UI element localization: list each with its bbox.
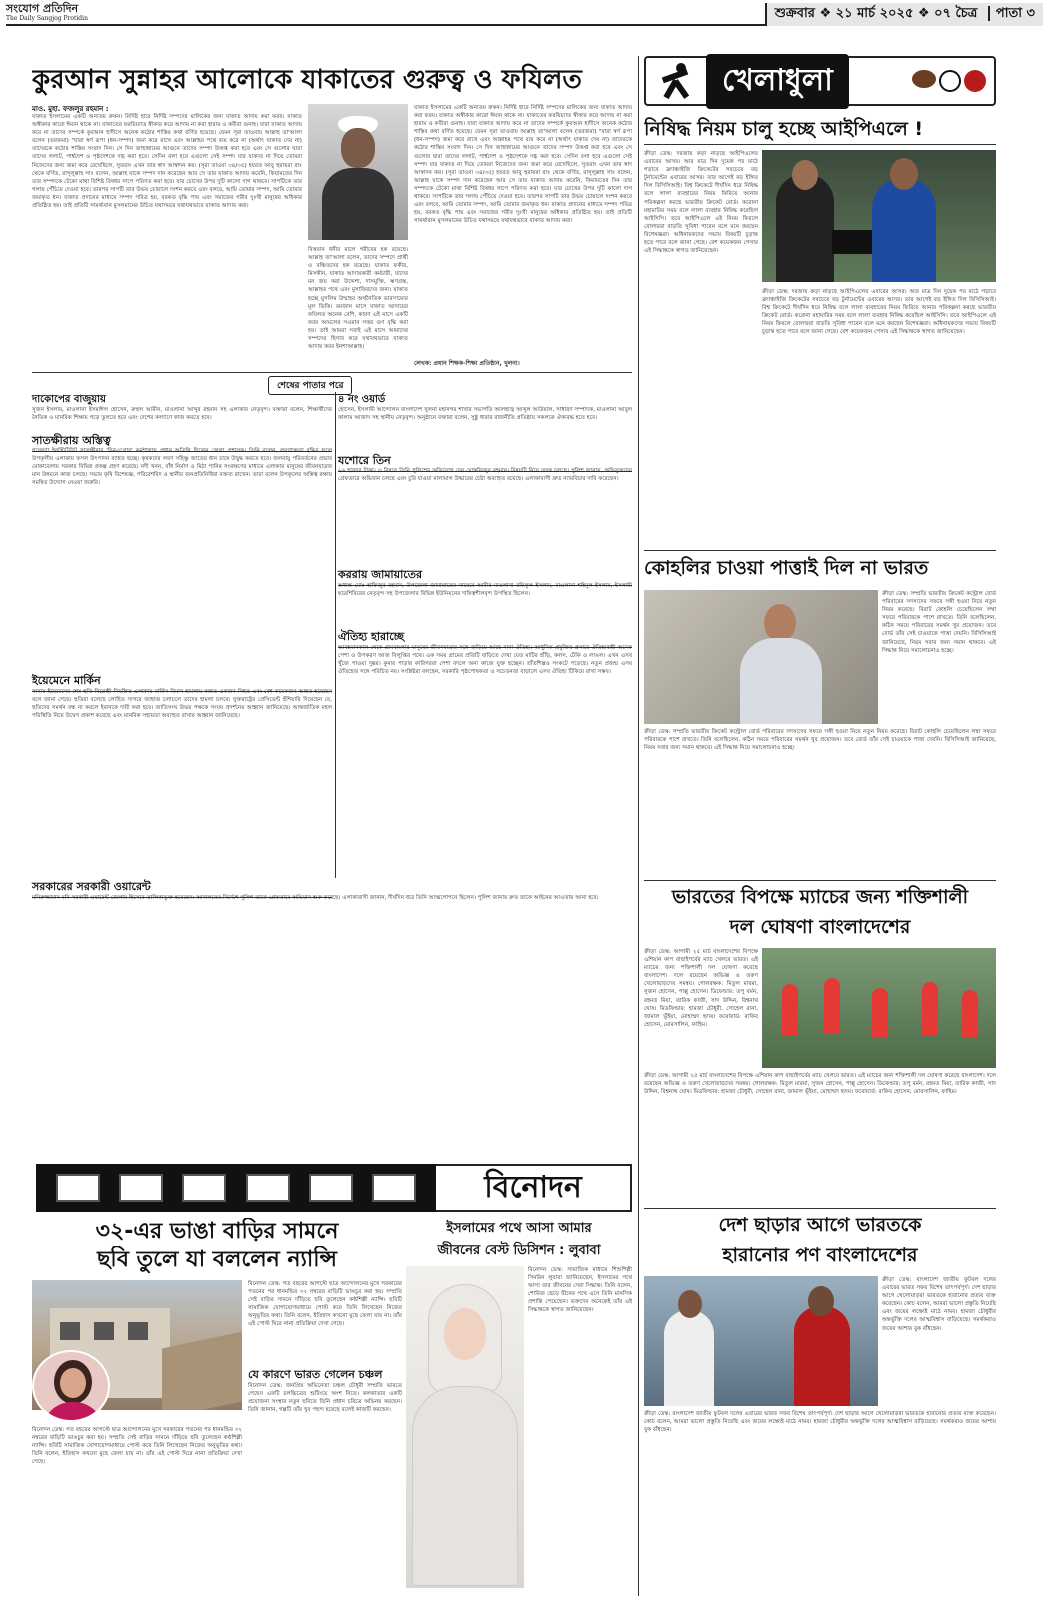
film-frame <box>246 1174 290 1202</box>
lubaba-headline-line2: জীবনের বেস্ট ডিসিশন : লুবাবা <box>437 1243 601 1258</box>
bd-squad-body-left: ক্রীড়া ডেস্ক: আগামী ২৫ মার্চ বাংলাদেশের বিপক্ষে এশিয়ান কাপ বাছাইপর্বের ম্যাচ খেলবে ভারত। এই ম্যাচের জন্য শক্তিশালী দল ঘোষণা করেছে বাংলাদেশ। দলে রয়েছেন অভিজ্ঞ ও তরুণ খেলোয়াড়দের সমন্বয়। গোলরক্ষক: মিতুল মারমা, সুজন হোসেন, পাপ্পু হোসেন। ডিফেন্ডার: তপু বর্মন, রহমত মিয়া, তারিক কাজী, সাদ উদ্দিন, বিশ্বনাথ ঘোষ। মিডফিল্ডার: হামজা চৌধুরী, সোহেল রানা, জামাল ভূঁইয়া, মোহাম্মদ হৃদয়। ফরোয়ার্ড: রাকিব হোসেন, মোরসালিন, ফাহিম। <box>644 949 758 1028</box>
masthead <box>6 4 1043 26</box>
divider <box>644 550 996 551</box>
karraya-heading: কররায় জামায়াতের <box>338 566 632 586</box>
nancy-headline-line2: ছবি তুলে যা বললেন ন্যান্সি <box>97 1247 337 1272</box>
lubaba-headline-line1: ইসলামের পথে আসা আমার <box>446 1221 592 1236</box>
entertainment-banner-text: বিনোদন <box>484 1169 582 1205</box>
satkhira-heading: সাতক্ষীরায় অস্তিত্ব <box>32 432 332 452</box>
ipl-match-photo <box>762 150 996 282</box>
heritage-body: আবহমানকাল থেকে গ্রামবাংলার মানুষের জীবনযাত্রার সঙ্গে জড়িয়ে আছে নানা ঐতিহ্য। আধুনিক প্রযুক্তির প্রসারে ঐতিহ্যবাহী অনেক পেশা ও উপকরণ আজ বিলুপ্তির পথে। এক সময় গ্রামের প্রতিটি বাড়িতে দেখা যেত মাটির হাঁড়ি, কলস, ঢেঁকি ও লাঙল। এখন এসব খুঁজে পাওয়া দুষ্কর। কুমার পাড়ার কারিগররা পেশা বদলে অন্য কাজে যুক্ত হচ্ছেন। তাঁতশিল্পও সংকটে পড়েছে। নতুন প্রজন্ম এসব ঐতিহ্যের সঙ্গে পরিচিত নয়। সংশ্লিষ্টরা বলছেন, সরকারি পৃষ্ঠপোষকতা ও সচেতনতা বাড়ালে এসব ঐতিহ্য টিকিয়ে রাখা সম্ভব। <box>338 645 632 676</box>
jump-label: শেষের পাতার পরে <box>268 376 352 395</box>
column-divider <box>335 392 336 878</box>
ward4-heading: ৪ নং ওয়ার্ড <box>338 394 386 405</box>
nancy-headline-line1: ৩২-এর ভাঙা বাড়ির সামনে <box>95 1219 339 1244</box>
kohli-photo <box>644 590 878 724</box>
jessore-body: ৯৬ হাজার টাকা। এ বিষয়ে তিনি পুলিশের অভিযোগ দেন মোস্তফিজুর রহমান। বিষয়টি নিয়ে তদন্ত চলছে। পুলিশ জানায়, অভিযুক্তদের গ্রেফতারে অভিযান চলছে এবং চুরি যাওয়া মালামাল উদ্ধারের চেষ্টা অব্যাহত রয়েছে। এলাকাবাসী দ্রুত ন্যায়বিচার দাবি করেছেন। <box>338 468 632 483</box>
bd-squad-headline-line1: ভারতের বিপক্ষে ম্যাচের জন্য শক্তিশালী <box>671 886 969 908</box>
ward4-body: হোসেন, ইসলামী আন্দোলন বাংলাদেশ খুলনা মহানগর শাখার সভাপতি আলহাজ্ব আব্দুল আউয়াল, সাধারণ সম্পাদক, মাওলানা আবুল কালাম আজাদ সহ স্থানীয় নেতৃবৃন্দ। অনুষ্ঠানে বক্তারা বলেন, সুষ্ঠু ধারার রাজনীতি প্রতিষ্ঠায় সকলকে ঐক্যবদ্ধ হতে হবে। <box>338 407 632 422</box>
bd-squad-body-bottom: ক্রীড়া ডেস্ক: আগামী ২৫ মার্চ বাংলাদেশের বিপক্ষে এশিয়ান কাপ বাছাইপর্বের ম্যাচ খেলবে ভারত। এই ম্যাচের জন্য শক্তিশালী দল ঘোষণা করেছে বাংলাদেশ। দলে রয়েছেন অভিজ্ঞ ও তরুণ খেলোয়াড়দের সমন্বয়। গোলরক্ষক: মিতুল মারমা, সুজন হোসেন, পাপ্পু হোসেন। ডিফেন্ডার: তপু বর্মন, রহমত মিয়া, তারিক কাজী, সাদ উদ্দিন, বিশ্বনাথ ঘোষ। মিডফিল্ডার: হামজা চৌধুরী, সোহেল রানা, জামাল ভূঁইয়া, মোহাম্মদ হৃদয়। ফরোয়ার্ড: রাকিব হোসেন, মোরসালিন, ফাহিম। <box>644 1073 996 1096</box>
paper-name-en: The Daily Sangjog Protidin <box>6 15 88 22</box>
kohli-body-right: ক্রীড়া ডেস্ক: সম্প্রতি ভারতীয় ক্রিকেট কন্ট্রোল বোর্ড পরিবারের সদস্যদের সফরে সঙ্গী হওয়া নিয়ে নতুন নিয়ম করেছে। বিরাট কোহলি চেয়েছিলেন লম্বা সফরে পরিবারকে পাশে রাখতে। তিনি বলেছিলেন, কঠিন সময়ে পরিবারের সমর্থন খুব প্রয়োজন। তবে বোর্ড তাঁর সেই চাওয়াকে পাত্তা দেয়নি। বিসিসিআই জানিয়েছে, নিয়ম সবার জন্য সমান থাকবে। এই সিদ্ধান্ত নিয়ে সমালোচনাও হচ্ছে। <box>882 591 996 654</box>
lubaba-photo <box>406 1266 524 1588</box>
center-divider <box>638 56 639 1596</box>
dateline <box>765 3 1043 26</box>
yemen-heading: ইয়েমেনে মার্কিন <box>32 672 332 692</box>
chanchal-heading: যে কারণে ভারত গেলেন চঞ্চল <box>248 1368 383 1381</box>
kohli-headline: কোহলির চাওয়া পাত্তাই দিল না ভারত <box>644 557 929 579</box>
author-portrait <box>308 104 408 240</box>
dakop-body: সুজন ইসলাম, মাওলানা ইসমাঈল হোসেন, রুহুল আমীন, মাওলানা আব্দুর রহমান সহ এলাকার নেতৃবৃন্দ। বক্তারা বলেন, শিক্ষার্থীদের নৈতিক ও মানবিক শিক্ষায় গড়ে তুলতে হবে এবং দেশের কল্যাণে কাজ করতে হবে। <box>32 407 332 422</box>
nancy-body-left: বিনোদন ডেস্ক: গত বছরের আগস্টে ছাত্র আন্দোলনের মুখে সরকারের পতনের পর ধানমন্ডির ৩২ নম্বরের বাড়িটি ভাঙচুর করা হয়। সম্প্রতি সেই বাড়ির সামনে দাঁড়িয়ে ছবি তুলেছেন কণ্ঠশিল্পী ন্যান্সি। ছবিটি সামাজিক যোগাযোগমাধ্যমে পোস্ট করে তিনি লিখেছেন নিজের অনুভূতির কথা। তিনি বলেন, ইতিহাস কখনো মুছে ফেলা যায় না। তাঁর এই পোস্ট ঘিরে নানা প্রতিক্রিয়া দেখা গেছে। <box>32 1427 242 1466</box>
warrant-heading: সরকারের সরকারী ওয়ারেন্ট <box>32 878 332 898</box>
zakat-body-middle: বিত্তবান ধনীর মালে গরীবের হক রয়েছে। আল্লাহ তা'আলা বলেন, তাদের সম্পদে প্রার্থী ও বঞ্চিতদের হক রয়েছে। যাকাত ফকীর, মিসকীন, যাকাত আদায়কারী কর্মচারী, যাদের মন জয় করা উদ্দেশ্য, দাসমুক্তি, ঋণগ্রস্ত, আল্লাহর পথে এবং মুসাফিরদের জন্য। যাকাত হচ্ছে মুসলিম উম্মাহর অর্থনৈতিক ভারসাম্যের মূল ভিত্তি। রমজান মাসে যাকাত আদায়ের ফযিলত অনেক বেশি, কারণ এই মাসে একটি ফরয আমলের সওয়াব সত্তর গুণ বৃদ্ধি করা হয়। তাই আমরা সবাই এই মাসে আমাদের সম্পদের হিসাব করে যথাযথভাবে যাকাত আদায় করব ইনশাআল্লাহ। <box>308 247 408 351</box>
paper-name: সংযোগ প্রতিদিন <box>6 2 79 15</box>
bd-players-photo <box>644 1276 878 1406</box>
chanchal-body: বিনোদন ডেস্ক: জনপ্রিয় অভিনেতা চঞ্চল চৌধুরী সম্প্রতি ভারতে গেছেন একটি চলচ্চিত্রের শুটিংয়ে অংশ নিতে। কলকাতার একটি প্রযোজনা সংস্থার নতুন ছবিতে তিনি প্রধান চরিত্রে অভিনয় করছেন। তিনি জানান, গল্পটি তাঁর খুব পছন্দ হয়েছে বলেই কাজটি করছেন। <box>248 1383 402 1414</box>
entertainment-banner <box>436 1164 632 1212</box>
film-strip-decoration <box>36 1164 436 1212</box>
beat-india-body-right: ক্রীড়া ডেস্ক: বাংলাদেশ জাতীয় ফুটবল দলের এবারের ভারত সফর বিশেষ তাৎপর্যপূর্ণ। দেশ ছাড়ার আগে খেলোয়াড়রা ভারতকে হারানোর প্রত্যয় ব্যক্ত করেছেন। কোচ বলেন, আমরা ভালো প্রস্তুতি নিয়েছি এবং জয়ের লক্ষ্যেই মাঠে নামব। হামজা চৌধুরীর অন্তর্ভুক্তি দলের আত্মবিশ্বাস বাড়িয়েছে। সমর্থকরাও জয়ের আশায় বুক বাঁধছেন। <box>882 1277 996 1332</box>
dakop-heading: দাকোপের বাজুয়ায় <box>32 394 106 405</box>
nancy-portrait <box>32 1350 110 1422</box>
sports-banner <box>644 56 996 106</box>
beat-india-body-bottom: ক্রীড়া ডেস্ক: বাংলাদেশ জাতীয় ফুটবল দলের এবারের ভারত সফর বিশেষ তাৎপর্যপূর্ণ। দেশ ছাড়ার আগে খেলোয়াড়রা ভারতকে হারানোর প্রত্যয় ব্যক্ত করেছেন। কোচ বলেন, আমরা ভালো প্রস্তুতি নিয়েছি এবং জয়ের লক্ষ্যেই মাঠে নামব। হামজা চৌধুরীর অন্তর্ভুক্তি দলের আত্মবিশ্বাস বাড়িয়েছে। সমর্থকরাও জয়ের আশায় বুক বাঁধছেন। <box>644 1411 996 1434</box>
bd-training-photo <box>762 948 996 1068</box>
film-frame <box>182 1174 226 1202</box>
divider <box>644 1208 996 1209</box>
ipl-body-left: ক্রীড়া ডেস্ক: দরজায় কড়া নাড়ছে আইপিএলের এবারের আসর। আর মাত্র দিন দুয়েক পর মাঠে গড়াবে ফ্র্যাঞ্চাইজি ক্রিকেটের সবচেয়ে বড় টুর্নামেন্টের এবারের আসর। তার আগেই বড় ইঙ্গিত দিল বিসিসিআই। বিশ্ব ক্রিকেটে দীর্ঘদিন ধরে নিষিদ্ধ বলে লালা ব্যবহারের নিয়ম ফিরিয়ে আনার পরিকল্পনা করছে ভারতীয় ক্রিকেট বোর্ড। করোনা মহামারির সময় বলে লালা ব্যবহার নিষিদ্ধ করেছিল আইসিসি। তবে আইপিএলে এই নিয়ম ফিরলে বোলাররা বাড়তি সুবিধা পাবেন বলে মনে করছেন বিশেষজ্ঞরা। অধিনায়কদের সভায় বিষয়টি চূড়ান্ত হতে পারে বলে জানা গেছে। বেশ কয়েকজন পেসার এই সিদ্ধান্তকে স্বাগত জানিয়েছেন। <box>644 151 758 255</box>
bd-squad-headline-line2: দল ঘোষণা বাংলাদেশের <box>729 916 911 938</box>
beat-india-headline-line1: দেশ ছাড়ার আগে ভারতকে <box>718 1214 922 1236</box>
zakat-body-left: যাকাত ইসলামের একটি অন্যতম রুকন। নির্দিষ্ট হারে নির্দিষ্ট সম্পদের মালিকের জন্য যাকাত আদায় করা ফরয। যাকাত অস্বীকার কারো ঈমান থাকে না। যাকাতের ফরয়িয়্যাত স্বীকার করে আদায় না করা হারাম ও কবীরা গুনাহ। যারা যাকাত আদায় করে না তাদের সম্পর্কে কুরআন হাদীসে অনেক কঠোর শাস্তির কথা বর্ণিত হয়েছে। যেমন সূরা তাওবায় আল্লাহ তা'আলা বলেন (তরজমা) "যারা স্বর্ণ রূপা (ধন-সম্পদ) জমা করে রাখে এবং আল্লাহর পথে ব্যয় করে না (অর্থাৎ যাকাত দেয় না) তাদেরকে কঠোর শাস্তির সংবাদ দিন। সে দিন জাহান্নামের আগুনে তাদের সম্পদ উত্তপ্ত করা হবে এবং সে গুলোর দ্বারা তাদের ললাট, পার্শ্বদেশ ও পৃষ্ঠদেশকে দগ্ধ করা হবে। সেদিন বলা হবে এগুলো সেই সম্পদ যার যাকাত না দিয়ে তোমরা নিজেদের জন্য জমা করে রেখেছিলে, সুতরাং এখন তার স্বাদ আস্বাদন কর। (সূরা তাওবা ৩৪/৩৫) হযরত আবু হুরায়রা রাঃ থেকে বর্ণিত, রাসূলুল্লাহ সাঃ বলেন, আল্লাহ যাকে সম্পদ দান করেছেন আর সে তার যাকাত আদায় করেনি, কিয়ামতের দিন তার সম্পদকে টেকো মাথা বিশিষ্ট বিষধর সাপে পরিণত করা হবে। যার চোখের উপর দুটি কালো দাগ থাকবে। সাপটিকে তার গলায় পেঁচিয়ে দেওয়া হবে। তারপর সাপটি তার উভয় চোয়ালে দংশন করবে এবং বলবে, আমি তোমার সম্পদ, আমি তোমার জমাকৃত ধন। যাকাত প্রদানের মাধ্যমে সম্পদ পবিত্র হয়, বরকত বৃদ্ধি পায় এবং সমাজের গরীব দুঃখী মানুষের অধিকার প্রতিষ্ঠিত হয়। তাই প্রতিটি সামর্থ্যবান মুসলমানের উচিত যথাসময়ে যথাযথভাবে যাকাত আদায় করা। <box>32 114 302 210</box>
lubaba-body: বিনোদন ডেস্ক: সামাজিক মাধ্যমে শিশুশিল্পী সিমরিন লুবাবা জানিয়েছেন, ইসলামের পথে আসা তার জীবনের সেরা সিদ্ধান্ত। তিনি বলেন, শোবিজ ছেড়ে দ্বীনের পথে এসে তিনি মানসিক প্রশান্তি পেয়েছেন। ভক্তদের অনেকেই তাঁর এই সিদ্ধান্তকে স্বাগত জানিয়েছেন। <box>528 1267 632 1314</box>
page-number: পাতা ৩ <box>988 6 1035 21</box>
ipl-body-right: ক্রীড়া ডেস্ক: দরজায় কড়া নাড়ছে আইপিএলের এবারের আসর। আর মাত্র দিন দুয়েক পর মাঠে গড়াবে ফ্র্যাঞ্চাইজি ক্রিকেটের সবচেয়ে বড় টুর্নামেন্টের এবারের আসর। তার আগেই বড় ইঙ্গিত দিল বিসিসিআই। বিশ্ব ক্রিকেটে দীর্ঘদিন ধরে নিষিদ্ধ বলে লালা ব্যবহারের নিয়ম ফিরিয়ে আনার পরিকল্পনা করছে ভারতীয় ক্রিকেট বোর্ড। করোনা মহামারির সময় বলে লালা ব্যবহার নিষিদ্ধ করেছিল আইসিসি। তবে আইপিএলে এই নিয়ম ফিরলে বোলাররা বাড়তি সুবিধা পাবেন বলে মনে করছেন বিশেষজ্ঞরা। অধিনায়কদের সভায় বিষয়টি চূড়ান্ত হতে পারে বলে জানা গেছে। বেশ কয়েকজন পেসার এই সিদ্ধান্তকে স্বাগত জানিয়েছেন। <box>762 289 996 336</box>
film-frame <box>56 1174 100 1202</box>
zakat-byline: মাও. মুহা. ফজলুর রহমান : <box>32 105 109 113</box>
date-text: শুক্রবার ❖ ২১ মার্চ ২০২৫ ❖ ০৭ চৈত্র <box>774 5 978 21</box>
yemen-body: সানায় ইয়েমেনের শেষ হুতি বিদ্রোহী নিয়ন্ত্রিত এলাকায় মার্কিন বিমান হামলায় অন্তত একজন নিহত এবং বেশ কয়েকজন আহত হয়েছেন বলে জানা গেছে। হুতিরা বলেছে লোহিত সাগরে জাহাজ চলাচলে তাদের হামলা চলবে। যুক্তরাষ্ট্রের প্রেসিডেন্ট হুঁশিয়ারি দিয়েছেন যে, হুতিদের সমর্থন বন্ধ না করলে ইরানকে দায়ী করা হবে। জাতিসংঘ উভয় পক্ষকে সংযম প্রদর্শনের আহ্বান জানিয়েছে। আন্তর্জাতিক মহল পরিস্থিতি নিয়ে উদ্বেগ প্রকাশ করেছে এবং মানবিক সহায়তা অব্যাহত রাখার আহ্বান জানিয়েছে। <box>32 689 332 720</box>
sports-banner-text: খেলাধুলা <box>722 62 833 98</box>
zakat-headline: কুরআন সুন্নাহর আলোকে যাকাতের গুরুত্ব ও ফযিলত <box>32 65 582 95</box>
paper-logo <box>6 4 88 24</box>
ipl-headline: নিষিদ্ধ নিয়ম চালু হচ্ছে আইপিএলে ! <box>644 114 996 145</box>
zakat-author-note: লেখক: প্রধান শিক্ষক-শিক্ষা প্রতিষ্ঠান, খুলনা। <box>414 360 520 367</box>
zakat-body-right: যাকাত ইসলামের একটি অন্যতম রুকন। নির্দিষ্ট হারে নির্দিষ্ট সম্পদের মালিকের জন্য যাকাত আদায় করা ফরয। যাকাত অস্বীকার কারো ঈমান থাকে না। যাকাতের ফরয়িয়্যাত স্বীকার করে আদায় না করা হারাম ও কবীরা গুনাহ। যারা যাকাত আদায় করে না তাদের সম্পর্কে কুরআন হাদীসে অনেক কঠোর শাস্তির কথা বর্ণিত হয়েছে। যেমন সূরা তাওবায় আল্লাহ তা'আলা বলেন (তরজমা) "যারা স্বর্ণ রূপা (ধন-সম্পদ) জমা করে রাখে এবং আল্লাহর পথে ব্যয় করে না (অর্থাৎ যাকাত দেয় না) তাদেরকে কঠোর শাস্তির সংবাদ দিন। সে দিন জাহান্নামের আগুনে তাদের সম্পদ উত্তপ্ত করা হবে এবং সে গুলোর দ্বারা তাদের ললাট, পার্শ্বদেশ ও পৃষ্ঠদেশকে দগ্ধ করা হবে। সেদিন বলা হবে এগুলো সেই সম্পদ যার যাকাত না দিয়ে তোমরা নিজেদের জন্য জমা করে রেখেছিলে, সুতরাং এখন তার স্বাদ আস্বাদন কর। (সূরা তাওবা ৩৪/৩৫) হযরত আবু হুরায়রা রাঃ থেকে বর্ণিত, রাসূলুল্লাহ সাঃ বলেন, আল্লাহ যাকে সম্পদ দান করেছেন আর সে তার যাকাত আদায় করেনি, কিয়ামতের দিন তার সম্পদকে টেকো মাথা বিশিষ্ট বিষধর সাপে পরিণত করা হবে। যার চোখের উপর দুটি কালো দাগ থাকবে। সাপটিকে তার গলায় পেঁচিয়ে দেওয়া হবে। তারপর সাপটি তার উভয় চোয়ালে দংশন করবে এবং বলবে, আমি তোমার সম্পদ, আমি তোমার জমাকৃত ধন। যাকাত প্রদানের মাধ্যমে সম্পদ পবিত্র হয়, বরকত বৃদ্ধি পায় এবং সমাজের গরীব দুঃখী মানুষের অধিকার প্রতিষ্ঠিত হয়। তাই প্রতিটি সামর্থ্যবান মুসলমানের উচিত যথাসময়ে যথাযথভাবে যাকাত আদায় করা। <box>414 105 632 225</box>
jessore-heading: যশোরে তিন <box>338 452 632 472</box>
divider <box>644 880 996 881</box>
beat-india-headline-line2: হারানোর পণ বাংলাদেশের <box>722 1244 918 1266</box>
film-frame <box>309 1174 353 1202</box>
heritage-heading: ঐতিহ্য হারাচ্ছে <box>338 628 632 648</box>
satkhira-body: গবেষণা ইনস্টিটিউট সাতক্ষীরার 'বিনএগ্রোর' কর্মশালায় প্রধান অতিথি ছিলেন জেলা প্রশাসক। তিনি বলেন, লবণাক্ততা বৃদ্ধির ফলে উপকূলীয় এলাকায় ফসল উৎপাদন ব্যাহত হচ্ছে। কৃষকদের লবণ সহিষ্ণু জাতের ধান চাষে উদ্বুদ্ধ করতে হবে। জলবায়ু পরিবর্তনের প্রভাব মোকাবেলায় সরকার বিভিন্ন প্রকল্প গ্রহণ করেছে। নদী খনন, বাঁধ নির্মাণ ও মিঠা পানির সংরক্ষণের মাধ্যমে এলাকার মানুষের জীবনযাত্রার মান উন্নয়নে কাজ চলছে। সভায় কৃষি বিশেষজ্ঞ, পরিবেশবিদ ও স্থানীয় জনপ্রতিনিধিরা বক্তব্য রাখেন। তারা বলেন উপকূলের অস্তিত্ব রক্ষায় সমন্বিত উদ্যোগ নেওয়া জরুরি। <box>32 448 332 487</box>
runner-icon <box>654 61 698 101</box>
sports-balls-icon <box>912 70 986 92</box>
nancy-body-right: বিনোদন ডেস্ক: গত বছরের আগস্টে ছাত্র আন্দোলনের মুখে সরকারের পতনের পর ধানমন্ডির ৩২ নম্বরের বাড়িটি ভাঙচুর করা হয়। সম্প্রতি সেই বাড়ির সামনে দাঁড়িয়ে ছবি তুলেছেন কণ্ঠশিল্পী ন্যান্সি। ছবিটি সামাজিক যোগাযোগমাধ্যমে পোস্ট করে তিনি লিখেছেন নিজের অনুভূতির কথা। তিনি বলেন, ইতিহাস কখনো মুছে ফেলা যায় না। তাঁর এই পোস্ট ঘিরে নানা প্রতিক্রিয়া দেখা গেছে। <box>248 1281 402 1328</box>
warrant-body: মনিরুজ্জামান মনি সরকারী ওয়ারেন্ট জেলায় হিসেবে তালিকাভুক্ত হয়েছেন। আদালতের নির্দেশে পুলিশ তাকে গ্রেফতারে অভিযান শুরু করেছে। এলাকাবাসী জানান, দীর্ঘদিন ধরে তিনি আত্মগোপনে ছিলেন। পুলিশ জানায় দ্রুত তাকে আইনের আওতায় আনা হবে। <box>32 895 599 901</box>
kohli-body-bottom: ক্রীড়া ডেস্ক: সম্প্রতি ভারতীয় ক্রিকেট কন্ট্রোল বোর্ড পরিবারের সদস্যদের সফরে সঙ্গী হওয়া নিয়ে নতুন নিয়ম করেছে। বিরাট কোহলি চেয়েছিলেন লম্বা সফরে পরিবারকে পাশে রাখতে। তিনি বলেছিলেন, কঠিন সময়ে পরিবারের সমর্থন খুব প্রয়োজন। তবে বোর্ড তাঁর সেই চাওয়াকে পাত্তা দেয়নি। বিসিসিআই জানিয়েছে, নিয়ম সবার জন্য সমান থাকবে। এই সিদ্ধান্ত নিয়ে সমালোচনাও হচ্ছে। <box>644 729 996 752</box>
film-frame <box>119 1174 163 1202</box>
divider <box>32 372 632 373</box>
film-frame <box>372 1174 416 1202</box>
karraya-body: অধ্যক্ষ মোঃ হাফিজুর রহমান, উপজেলা জামায়াতের নায়েবে আমীর মাওলানা রফিকুল ইসলাম, মাওলানা শহিদুল ইসলাম, ইসলামী ছাত্রশিবিরের নেতৃবৃন্দ সহ উপজেলার বিভিন্ন ইউনিয়নের দায়িত্বশীলবৃন্দ উপস্থিত ছিলেন। <box>338 583 632 598</box>
